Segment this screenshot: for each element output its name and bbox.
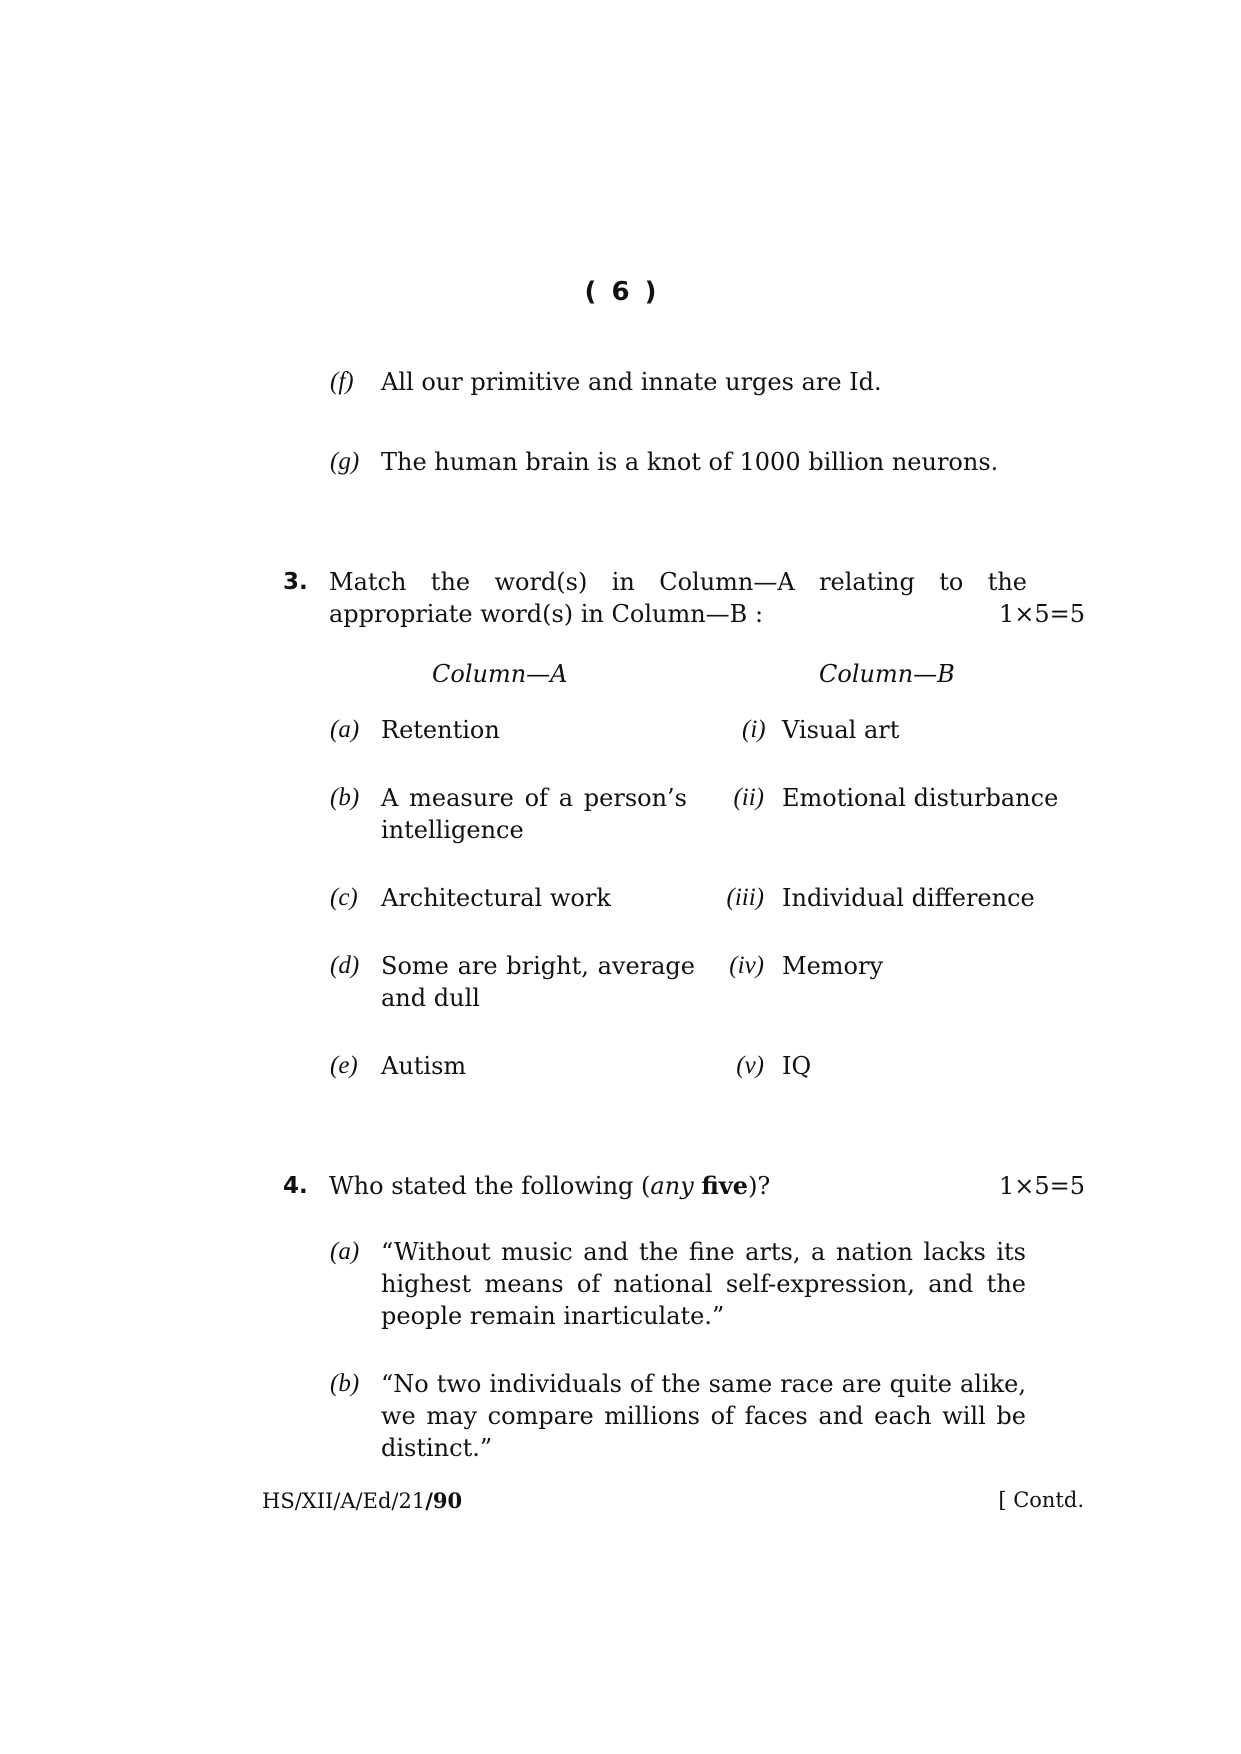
- col-b-text-ii: Emotional disturbance: [782, 784, 1059, 812]
- column-b-header: Column—B: [819, 660, 955, 688]
- col-a-label-c: (c): [330, 884, 358, 911]
- q4-item-a-line3: people remain inarticulate.”: [381, 1302, 725, 1330]
- col-b-text-iv: Memory: [782, 952, 884, 980]
- q4-number: 4.: [283, 1173, 308, 1199]
- q3-marks: 1×5=5: [998, 600, 1085, 628]
- col-b-label-i: (i): [742, 716, 766, 743]
- q4-question-any: any: [650, 1172, 694, 1200]
- item-f-label: (f): [330, 368, 354, 395]
- footer-contd: [ Contd.: [998, 1488, 1084, 1512]
- footer-code-text: HS/XII/A/Ed/21: [262, 1489, 426, 1513]
- col-b-text-i: Visual art: [782, 716, 900, 744]
- q4-item-b-line3: distinct.”: [381, 1434, 493, 1462]
- q4-question-end: )?: [748, 1172, 771, 1200]
- footer-code-bold: /90: [425, 1488, 463, 1513]
- item-f-text: All our primitive and innate urges are Id.: [381, 368, 882, 396]
- q4-item-a-label: (a): [330, 1238, 360, 1265]
- item-g-label: (g): [330, 448, 360, 475]
- q3-number: 3.: [283, 569, 308, 595]
- col-a-label-d: (d): [330, 952, 360, 979]
- q3-line2: appropriate word(s) in Column—B :: [329, 600, 764, 628]
- q4-item-a-line2: highest means of national self-expression, and the: [381, 1270, 1026, 1298]
- col-a-text-b-line2: intelligence: [381, 816, 524, 844]
- col-b-text-v: IQ: [782, 1052, 812, 1080]
- col-b-label-ii: (ii): [733, 784, 764, 811]
- col-b-text-iii: Individual difference: [782, 884, 1035, 912]
- col-b-label-iv: (iv): [729, 952, 764, 979]
- col-a-label-e: (e): [330, 1052, 358, 1079]
- col-b-label-v: (v): [736, 1052, 764, 1079]
- col-a-text-d-line2: and dull: [381, 984, 480, 1012]
- footer-code: [262, 1488, 462, 1513]
- column-a-header: Column—A: [432, 660, 568, 688]
- q4-item-b-line2: we may compare millions of faces and each will be: [381, 1402, 1026, 1430]
- q4-question: [329, 1170, 770, 1202]
- q4-item-b-label: (b): [330, 1370, 360, 1397]
- col-a-text-d-line1: Some are bright, average: [381, 952, 695, 980]
- col-a-text-b-line1: A measure of a person’s: [381, 784, 687, 812]
- col-a-label-b: (b): [330, 784, 360, 811]
- item-g-text: The human brain is a knot of 1000 billion neurons.: [381, 448, 999, 476]
- q3-line1: Match the word(s) in Column—A relating to the: [329, 568, 1027, 596]
- q4-marks: 1×5=5: [998, 1172, 1085, 1200]
- page-number: ( 6 ): [584, 277, 657, 307]
- col-a-text-e: Autism: [381, 1052, 467, 1080]
- col-a-text-a: Retention: [381, 716, 500, 744]
- q4-question-five: five: [701, 1171, 749, 1200]
- col-a-text-c: Architectural work: [381, 884, 611, 912]
- q4-item-a-line1: “Without music and the fine arts, a nation lacks its: [381, 1238, 1026, 1266]
- q4-question-start: Who stated the following (: [329, 1172, 651, 1200]
- col-b-label-iii: (iii): [726, 884, 764, 911]
- q4-item-b-line1: “No two individuals of the same race are quite alike,: [381, 1370, 1026, 1398]
- col-a-label-a: (a): [330, 716, 360, 743]
